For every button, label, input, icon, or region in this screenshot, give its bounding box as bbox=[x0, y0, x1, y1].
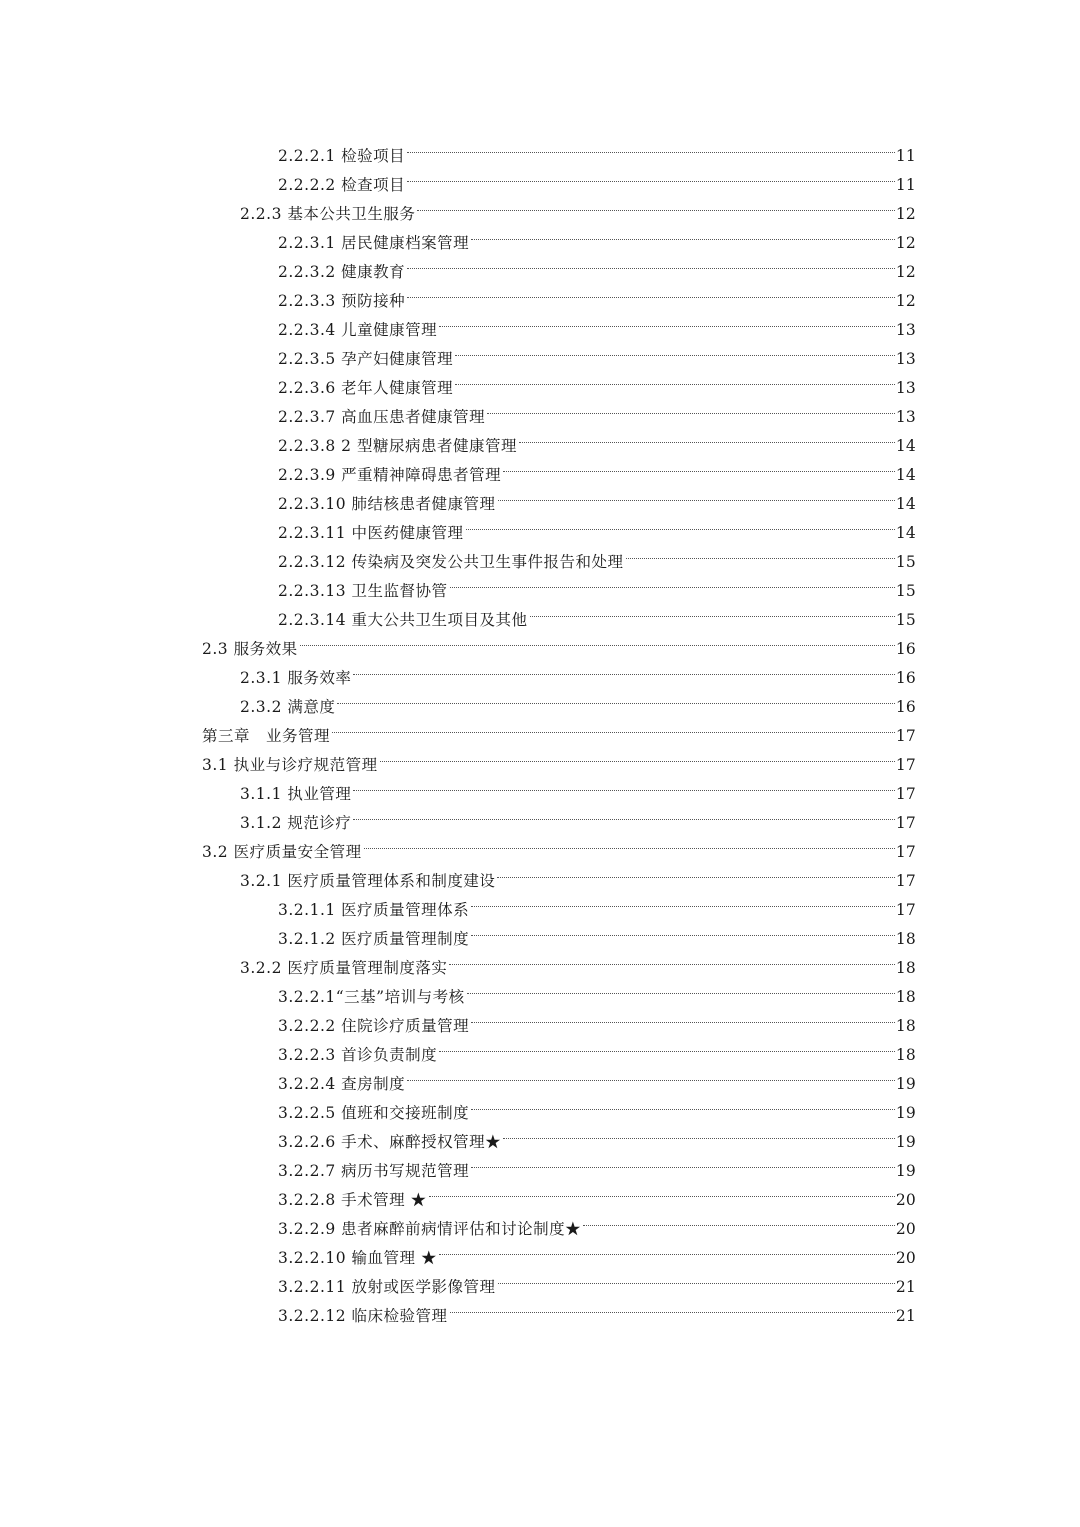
toc-entry-title: 2.3.1 服务效率 bbox=[240, 669, 352, 687]
dot-leader bbox=[353, 799, 895, 828]
toc-entry-title: 3.2.2.3 首诊负责制度 bbox=[278, 1046, 438, 1064]
toc-entry-title: 2.2.3.9 严重精神障碍患者管理 bbox=[278, 466, 502, 484]
toc-page-number: 14 bbox=[895, 437, 916, 455]
dot-leader bbox=[407, 248, 895, 277]
toc-entry-title: 3.2.2.7 病历书写规范管理 bbox=[278, 1162, 470, 1180]
toc-page-number: 21 bbox=[895, 1307, 916, 1325]
toc-page-number: 12 bbox=[895, 292, 916, 310]
toc-entry-title: 3.1 执业与诊疗规范管理 bbox=[202, 756, 378, 774]
toc-page-number: 15 bbox=[895, 611, 916, 629]
toc-page-number: 19 bbox=[895, 1104, 916, 1122]
toc-page-number: 21 bbox=[895, 1278, 916, 1296]
dot-leader bbox=[455, 335, 895, 364]
toc-page-number: 20 bbox=[895, 1220, 916, 1238]
toc-entry-title: 2.2.3.2 健康教育 bbox=[278, 263, 406, 281]
toc-entry-title: 2.2.3.4 儿童健康管理 bbox=[278, 321, 438, 339]
toc-entry-title: 2.2.3.14 重大公共卫生项目及其他 bbox=[278, 611, 528, 629]
toc-entry-title: 2.2.2.1 检验项目 bbox=[278, 147, 406, 165]
dot-leader bbox=[471, 1147, 895, 1176]
toc-page-number: 18 bbox=[895, 1046, 916, 1064]
toc-page-number: 11 bbox=[895, 176, 916, 194]
toc-entry-title: 2.2.3.13 卫生监督协管 bbox=[278, 582, 448, 600]
toc-entry-title: 2.2.3.10 肺结核患者健康管理 bbox=[278, 495, 496, 513]
dot-leader bbox=[439, 1234, 895, 1263]
toc-entry-title: 2.2.3.11 中医药健康管理 bbox=[278, 524, 464, 542]
dot-leader bbox=[429, 1176, 895, 1205]
toc-page-number: 13 bbox=[895, 408, 916, 426]
dot-leader bbox=[417, 190, 895, 219]
dot-leader bbox=[455, 364, 895, 393]
toc-entry-title: 2.2.3.5 孕产妇健康管理 bbox=[278, 350, 454, 368]
toc-entry-title: 3.2.1.2 医疗质量管理制度 bbox=[278, 930, 470, 948]
toc-page-number: 15 bbox=[895, 553, 916, 571]
table-of-contents bbox=[202, 132, 916, 1325]
dot-leader bbox=[467, 973, 895, 1002]
toc-entry-title: 3.2.2.10 输血管理 ★ bbox=[278, 1249, 437, 1267]
toc-page-number: 11 bbox=[895, 147, 916, 165]
dot-leader bbox=[626, 538, 895, 567]
toc-entry-title: 2.2.3.3 预防接种 bbox=[278, 292, 406, 310]
toc-entry-title: 3.2.2.1“三基”培训与考核 bbox=[278, 988, 465, 1006]
toc-page-number: 17 bbox=[895, 785, 916, 803]
toc-page-number: 19 bbox=[895, 1075, 916, 1093]
toc-entry-title: 2.3 服务效果 bbox=[202, 640, 298, 658]
toc-entry-title: 2.2.3.1 居民健康档案管理 bbox=[278, 234, 470, 252]
toc-page-number: 20 bbox=[895, 1249, 916, 1267]
dot-leader bbox=[300, 625, 895, 654]
toc-page-number: 19 bbox=[895, 1162, 916, 1180]
dot-leader bbox=[466, 509, 895, 538]
toc-entry-title: 3.2.2.8 手术管理 ★ bbox=[278, 1191, 427, 1209]
toc-page-number: 17 bbox=[895, 843, 916, 861]
toc-page-number: 15 bbox=[895, 582, 916, 600]
dot-leader bbox=[407, 161, 895, 190]
dot-leader bbox=[337, 683, 895, 712]
toc-entry-title: 3.1.1 执业管理 bbox=[240, 785, 352, 803]
toc-page-number: 20 bbox=[895, 1191, 916, 1209]
toc-entry-title: 3.2.1 医疗质量管理体系和制度建设 bbox=[240, 872, 496, 890]
toc-page-number: 14 bbox=[895, 466, 916, 484]
toc-entry-title: 3.2.2.6 手术、麻醉授权管理★ bbox=[278, 1133, 502, 1151]
toc-page-number: 17 bbox=[895, 872, 916, 890]
toc-page-number: 19 bbox=[895, 1133, 916, 1151]
toc-page-number: 14 bbox=[895, 524, 916, 542]
toc-page-number: 12 bbox=[895, 205, 916, 223]
toc-page-number: 12 bbox=[895, 263, 916, 281]
dot-leader bbox=[332, 712, 895, 741]
toc-page-number: 17 bbox=[895, 727, 916, 745]
dot-leader bbox=[498, 480, 895, 509]
toc-entry-title: 2.2.3.12 传染病及突发公共卫生事件报告和处理 bbox=[278, 553, 624, 571]
toc-entry-title: 2.2.2.2 检查项目 bbox=[278, 176, 406, 194]
dot-leader bbox=[364, 828, 895, 857]
dot-leader bbox=[503, 451, 895, 480]
toc-page-number: 12 bbox=[895, 234, 916, 252]
dot-leader bbox=[498, 1263, 895, 1292]
toc-entry-title: 2.2.3.8 2 型糖尿病患者健康管理 bbox=[278, 437, 517, 455]
toc-page-number: 16 bbox=[895, 669, 916, 687]
toc-page-number: 16 bbox=[895, 698, 916, 716]
toc-page-number: 18 bbox=[895, 959, 916, 977]
toc-entry-title: 2.2.3.6 老年人健康管理 bbox=[278, 379, 454, 397]
dot-leader bbox=[487, 393, 895, 422]
toc-entry-title: 2.2.3 基本公共卫生服务 bbox=[240, 205, 416, 223]
dot-leader bbox=[471, 915, 895, 944]
dot-leader bbox=[439, 306, 895, 335]
toc-entry[interactable] bbox=[202, 132, 916, 165]
dot-leader bbox=[407, 132, 895, 161]
toc-page-number: 13 bbox=[895, 350, 916, 368]
toc-page-number: 14 bbox=[895, 495, 916, 513]
dot-leader bbox=[450, 1292, 895, 1321]
dot-leader bbox=[407, 1060, 895, 1089]
dot-leader bbox=[353, 770, 895, 799]
toc-page-number: 17 bbox=[895, 756, 916, 774]
toc-entry-title: 3.2.2.12 临床检验管理 bbox=[278, 1307, 448, 1325]
toc-page-number: 17 bbox=[895, 901, 916, 919]
toc-entry-title: 2.3.2 满意度 bbox=[240, 698, 336, 716]
dot-leader bbox=[449, 944, 895, 973]
toc-entry[interactable] bbox=[202, 625, 916, 658]
toc-entry-title: 3.2.1.1 医疗质量管理体系 bbox=[278, 901, 470, 919]
toc-entry[interactable] bbox=[202, 654, 916, 687]
toc-entry-title: 3.2.2 医疗质量管理制度落实 bbox=[240, 959, 448, 977]
toc-page-number: 13 bbox=[895, 379, 916, 397]
toc-page-number: 17 bbox=[895, 814, 916, 832]
toc-entry-title: 3.2.2.2 住院诊疗质量管理 bbox=[278, 1017, 470, 1035]
dot-leader bbox=[471, 219, 895, 248]
dot-leader bbox=[583, 1205, 895, 1234]
toc-entry-title: 3.2.2.5 值班和交接班制度 bbox=[278, 1104, 470, 1122]
dot-leader bbox=[353, 654, 895, 683]
dot-leader bbox=[530, 596, 895, 625]
toc-entry-title: 2.2.3.7 高血压患者健康管理 bbox=[278, 408, 486, 426]
dot-leader bbox=[503, 1118, 895, 1147]
toc-page-number: 18 bbox=[895, 988, 916, 1006]
toc-page-number: 13 bbox=[895, 321, 916, 339]
dot-leader bbox=[471, 1002, 895, 1031]
toc-page-number: 18 bbox=[895, 930, 916, 948]
dot-leader bbox=[497, 857, 895, 886]
toc-entry-title: 3.2.2.11 放射或医学影像管理 bbox=[278, 1278, 496, 1296]
dot-leader bbox=[471, 1089, 895, 1118]
dot-leader bbox=[407, 277, 895, 306]
dot-leader bbox=[450, 567, 895, 596]
dot-leader bbox=[471, 886, 895, 915]
toc-entry-title: 3.1.2 规范诊疗 bbox=[240, 814, 352, 832]
toc-entry-title: 3.2.2.4 查房制度 bbox=[278, 1075, 406, 1093]
dot-leader bbox=[439, 1031, 895, 1060]
toc-page-number: 16 bbox=[895, 640, 916, 658]
toc-entry-title: 3.2.2.9 患者麻醉前病情评估和讨论制度★ bbox=[278, 1220, 582, 1238]
toc-entry-title: 3.2 医疗质量安全管理 bbox=[202, 843, 362, 861]
toc-page-number: 18 bbox=[895, 1017, 916, 1035]
dot-leader bbox=[380, 741, 895, 770]
dot-leader bbox=[519, 422, 895, 451]
toc-entry-title: 第三章 业务管理 bbox=[202, 727, 331, 745]
